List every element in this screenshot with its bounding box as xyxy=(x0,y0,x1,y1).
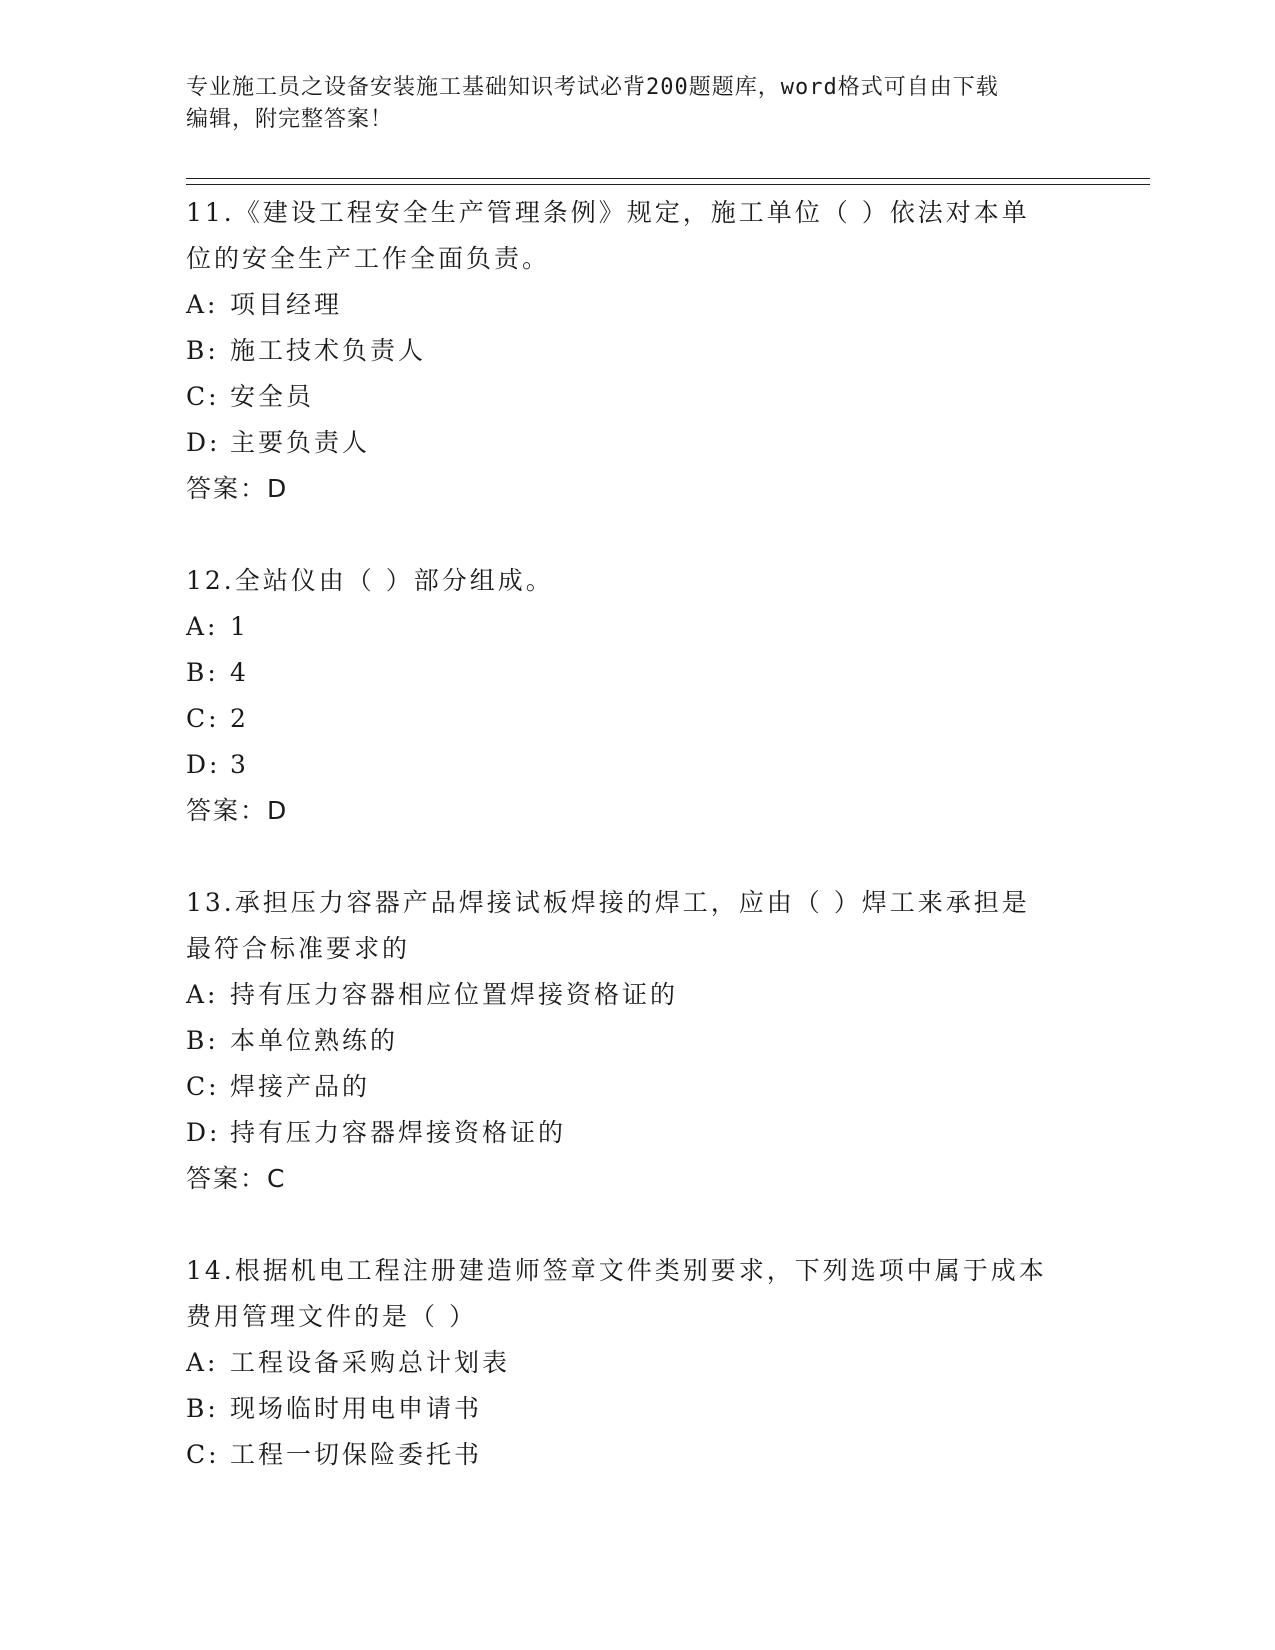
option-text: 工程一切保险委托书 xyxy=(230,1440,483,1469)
question-14 xyxy=(186,1248,1086,1478)
option-text: 持有压力容器焊接资格证的 xyxy=(230,1118,567,1147)
option-a xyxy=(186,972,1086,1018)
option-c xyxy=(186,1432,1086,1478)
option-text: 工程设备采购总计划表 xyxy=(230,1348,511,1377)
option-key: B: xyxy=(186,1394,219,1423)
option-key: A: xyxy=(186,980,219,1009)
option-text: 施工技术负责人 xyxy=(230,336,427,365)
question-list xyxy=(186,190,1086,1524)
option-text: 现场临时用电申请书 xyxy=(230,1394,483,1423)
question-stem-line-1: 11.《建设工程安全生产管理条例》规定，施工单位（ ）依法对本单 xyxy=(186,198,1030,227)
option-key: D: xyxy=(186,428,221,457)
option-key: D: xyxy=(186,1118,221,1147)
option-c xyxy=(186,374,1086,420)
question-13 xyxy=(186,880,1086,1202)
option-text: 主要负责人 xyxy=(230,428,371,457)
header-line-1: 专业施工员之设备安装施工基础知识考试必背200题题库，word格式可自由下载 xyxy=(186,75,999,100)
option-a xyxy=(186,282,1086,328)
option-key: D: xyxy=(186,750,221,779)
option-b xyxy=(186,1386,1086,1432)
option-text: 持有压力容器相应位置焊接资格证的 xyxy=(230,980,679,1009)
document-header xyxy=(186,72,1066,136)
option-key: C: xyxy=(186,1440,220,1469)
option-d xyxy=(186,420,1086,466)
option-key: B: xyxy=(186,658,219,687)
option-a xyxy=(186,1340,1086,1386)
question-stem-line-2: 费用管理文件的是（ ） xyxy=(186,1302,477,1331)
option-key: B: xyxy=(186,336,219,365)
option-key: A: xyxy=(186,290,219,319)
option-key: C: xyxy=(186,1072,220,1101)
question-stem-line-1: 12.全站仪由（ ）部分组成。 xyxy=(186,566,554,595)
option-text: 4 xyxy=(230,658,249,687)
option-text: 本单位熟练的 xyxy=(230,1026,399,1055)
option-key: A: xyxy=(186,1348,219,1377)
option-text: 焊接产品的 xyxy=(230,1072,371,1101)
option-key: C: xyxy=(186,382,220,411)
option-key: B: xyxy=(186,1026,219,1055)
question-11 xyxy=(186,190,1086,512)
header-line-2: 编辑，附完整答案！ xyxy=(186,107,394,132)
header-divider-bottom xyxy=(186,184,1150,185)
option-c xyxy=(186,696,1086,742)
option-d xyxy=(186,742,1086,788)
option-b xyxy=(186,1018,1086,1064)
question-stem-line-2: 最符合标准要求的 xyxy=(186,934,411,963)
question-stem-line-1: 13.承担压力容器产品焊接试板焊接的焊工，应由（ ）焊工来承担是 xyxy=(186,888,1030,917)
option-c xyxy=(186,1064,1086,1110)
option-text: 3 xyxy=(230,750,249,779)
option-text: 1 xyxy=(230,612,249,641)
option-text: 2 xyxy=(230,704,249,733)
question-12 xyxy=(186,558,1086,834)
option-d xyxy=(186,1110,1086,1156)
option-b xyxy=(186,650,1086,696)
option-key: C: xyxy=(186,704,220,733)
option-b xyxy=(186,328,1086,374)
option-key: A: xyxy=(186,612,219,641)
question-stem-line-1: 14.根据机电工程注册建造师签章文件类别要求，下列选项中属于成本 xyxy=(186,1256,1047,1285)
option-text: 安全员 xyxy=(230,382,315,411)
option-text: 项目经理 xyxy=(230,290,343,319)
question-stem-line-2: 位的安全生产工作全面负责。 xyxy=(186,244,551,273)
option-a xyxy=(186,604,1086,650)
answer-line: 答案：D xyxy=(186,474,289,503)
header-divider-top xyxy=(186,178,1150,179)
answer-line: 答案：D xyxy=(186,796,289,825)
answer-line: 答案：C xyxy=(186,1164,287,1193)
